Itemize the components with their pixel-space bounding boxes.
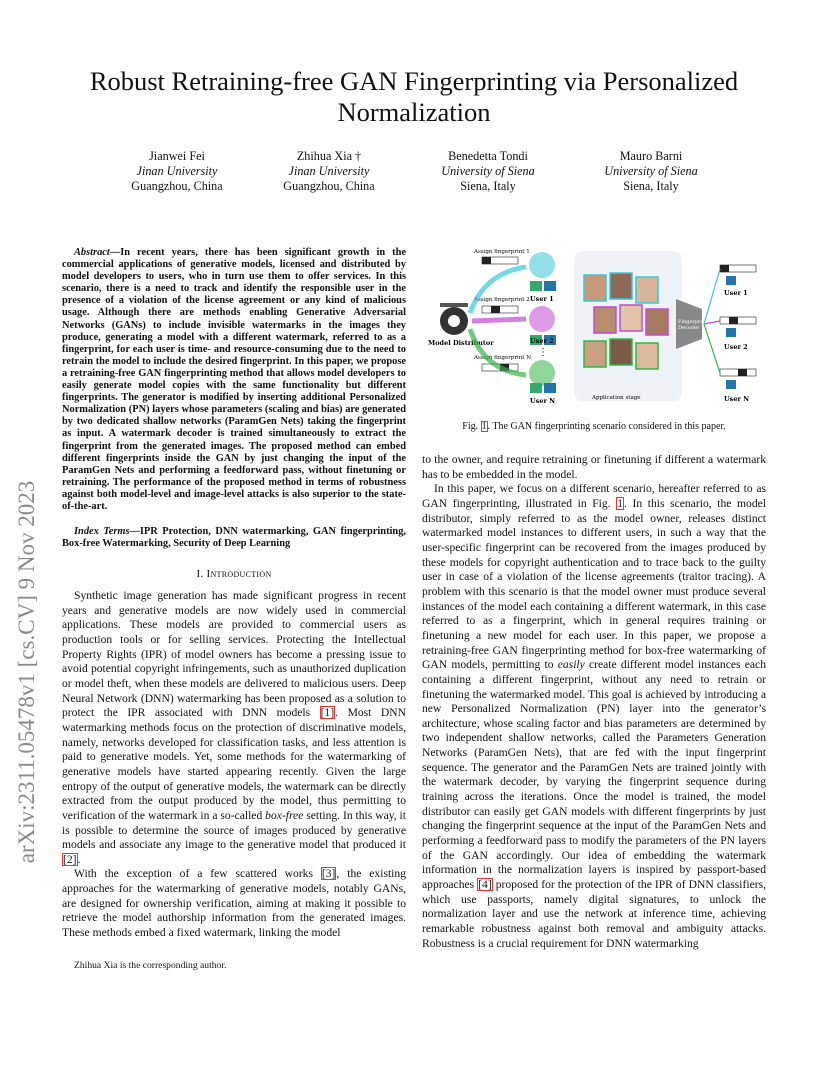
right-paragraph-1: to the owner, and require retraining or finetuning if different a watermark has to be embedded in the model.: [422, 453, 766, 481]
assign-fingerprint-2-label: Assign fingerprint 2: [474, 297, 530, 303]
output-user-1-label: User 1: [724, 289, 748, 297]
abstract: [62, 247, 406, 513]
figure-1: [424, 243, 764, 408]
decoder-arrow-n: [704, 324, 720, 373]
author-affiliation: Jinan University: [136, 164, 218, 178]
intro-paragraph-1: [62, 589, 406, 867]
author-1: [97, 149, 257, 194]
citation-link[interactable]: [4]: [478, 878, 492, 892]
left-column-body: [62, 589, 406, 941]
text-run: create different model instances each containing a different fingerprint, without any need to retrain or finetuning the watermarked model. This goal is achieved by introducing a new Personalized Normalization (PN) layer into the generator’s architecture, whose scaling factor and bias parameters are determined by two independent shallow networks, called the Parameters Generation Networks (ParamGen Nets), that are fed with the input fingerprint sequence. The generator and the ParamGen Nets are trained jointly with the watermark decoder, by varying the fingerprint sequence during training across the iterations. Once the model is trained, the model distributor can easily get GAN models with different fingerprints by just changing the fingerprint sequence at the input of the ParamGen Nets and performing a feedforward pass to modify the parameters of the PN layers of the GAN accordingly. Our idea of embedding the watermark information in the normalization layers is inspired by passport-based approaches: [422, 658, 766, 892]
author-name: Jianwei Fei: [149, 149, 205, 163]
text-run: With the exception of a few scattered works: [74, 867, 321, 881]
assign-fingerprint-1-label: Assign fingerprint 1: [474, 249, 530, 255]
generated-faces-grid: [584, 273, 668, 369]
author-3: [408, 149, 568, 194]
user-n-label: User N: [530, 397, 556, 405]
author-location: Guangzhou, China: [131, 179, 223, 193]
user-1-label: User 1: [530, 295, 554, 303]
author-affiliation: University of Siena: [604, 164, 698, 178]
fingerprint-bits-1: [482, 257, 518, 264]
text-run: In this paper, we focus on a different scenario, hereafter referred to as GAN fingerprinting, illustrated in Fig.: [422, 482, 766, 510]
author-location: Siena, Italy: [623, 179, 679, 193]
fingerprint-bits-2: [482, 306, 518, 313]
text-run: setting. In this way, it is possible to determine the source of images produced by generative models and associate any image to the generative model that produced it: [62, 808, 406, 852]
footnote: Zhihua Xia is the corresponding author.: [74, 960, 227, 971]
caption-text: . The GAN fingerprinting scenario considered in this paper.: [487, 421, 726, 432]
author-4: [571, 149, 731, 194]
arrow-user-2: [472, 319, 526, 321]
application-stage-label: Application stage: [592, 395, 641, 401]
text-run: .: [77, 852, 81, 866]
author-location: Siena, Italy: [460, 179, 516, 193]
output-fingerprint-2: [720, 317, 756, 337]
index-terms: [62, 526, 406, 550]
citation-link[interactable]: [2]: [63, 852, 77, 866]
author-location: Guangzhou, China: [283, 179, 375, 193]
text-run: , the existing approaches for the watermarking of generative models, notably GANs, are designed for ownership verification, aiming at making it possible to retrieve the model authorship information from the generated images. These methods embed a fixed watermark, linking the model: [62, 867, 406, 940]
section-heading: I. Introduction: [196, 568, 272, 580]
figure-ref-link[interactable]: 1: [481, 421, 487, 432]
ellipsis-dots: ⋮: [538, 347, 548, 358]
output-fingerprint-1: [720, 265, 756, 285]
author-name: Zhihua Xia †: [296, 149, 362, 163]
figure-ref-link[interactable]: 1: [617, 496, 623, 510]
figure-caption: [422, 421, 766, 432]
output-user-n-label: User N: [724, 395, 750, 403]
arxiv-stamp-text: arXiv:2311.05478v1 [cs.CV] 9 Nov 2023: [14, 480, 39, 864]
right-paragraph-2: [422, 482, 766, 951]
author-2: [249, 149, 409, 194]
decoder-arrow-1: [704, 269, 720, 324]
emphasis: box-free: [265, 808, 304, 822]
text-run: proposed for the protection of the IPR of DNN classifiers, which use passports, namely digital signatures, to unlock the normalization layer and use the network at inference time, achieving remarkable robustness against both removal and ambiguity attacks. Robustness is a crucial requirement for DNN watermarking: [422, 878, 766, 950]
user-2-label: User 2: [530, 337, 554, 345]
assign-fingerprint-n-label: Assign fingerprint N: [474, 355, 532, 361]
intro-paragraph-2: [62, 867, 406, 940]
author-affiliation: University of Siena: [441, 164, 535, 178]
decoder-label-visible: Fingerprint Decoder: [678, 319, 708, 331]
author-name: Benedetta Tondi: [448, 149, 528, 163]
text-run: Synthetic image generation has made significant progress in recent years and generative models are now widely used in commercial applications. These models are provided to commercial users as production tools or for selling services. Protecting the Intellectual Property Rights (IPR) of model owners has become a pressing issue to avoid potential copyright infringements, such as unauthorized duplication or model theft, when these models are delivered to malicious users. Deep Neural Network (DNN) watermarking has been proposed as a solution to protect the IPR associated with DNN models: [62, 589, 406, 720]
citation-link[interactable]: [1]: [320, 706, 335, 720]
emphasis: easily: [557, 658, 585, 672]
model-distributor-label: Model Distributor: [428, 339, 494, 347]
output-fingerprint-n: [720, 369, 756, 389]
author-name: Mauro Barni: [619, 149, 683, 163]
user-1-network-icon: [529, 252, 556, 291]
index-terms-label: Index Terms: [74, 526, 130, 537]
abstract-label: Abstract: [74, 247, 110, 258]
user-n-network-icon: [529, 360, 556, 393]
text-run: . Most DNN watermarking methods focus on the protection of discriminative models, namely, networks developed for classification tasks, and less attention is paid to generative models. Yet, some methods for the watermarking of generative models have started appearing recently. Given the large entropy of the output of generative models, the watermark can be directly extracted from the output produced by the model, thus permitting to verification of the watermark in a so-called: [62, 706, 407, 822]
paper-title: Robust Retraining-free GAN Fingerprinting via Personalized Normalization: [89, 66, 739, 127]
citation-link[interactable]: [3]: [321, 867, 336, 881]
index-terms-text: —IPR Protection, DNN watermarking, GAN fingerprinting, Box-free Watermarking, Security of Deep Learning: [62, 526, 406, 550]
right-column-body: [422, 453, 766, 951]
caption-prefix: Fig.: [462, 421, 481, 432]
abstract-text: —In recent years, there has been significant growth in the commercial applications of generative models, licensed and distributed by model developers to users, who in turn use them to offer services. In this scenario, there is a need to track and identify the responsible user in the presence of a violation of the license agreement or any kind of malicious usage. Although there are methods enabling Generative Adversarial Networks (GANs) to include invisible watermarks in the images they produce, generating a model with a different watermark, referred to as a fingerprint, for each user is time- and resource-consuming due to the need to retrain the model to include the desired fingerprint. In this paper, we propose a retraining-free GAN fingerprinting method that allows model developers to easily generate model copies with the same functionality but different fingerprints. The generator is modified by inserting additional Personalized Normalization (PN) layers whose parameters (scaling and bias) are generated by two dedicated shallow networks (ParamGen Nets) taking the fingerprint as input. A watermark decoder is trained simultaneously to extract the fingerprint from the generated images. The proposed method can embed different fingerprints inside the GAN by just changing the input of the ParamGen Nets and performing a feedforward pass, without finetuning or retraining. The performance of the proposed method in terms of robustness against both model-level and image-level attacks is also superior to the state-of-the-art.: [62, 247, 406, 512]
output-user-2-label: User 2: [724, 343, 748, 351]
arxiv-stamp: [4, 300, 44, 1080]
model-distributor-icon: [440, 303, 468, 335]
author-affiliation: Jinan University: [288, 164, 370, 178]
text-run: . In this scenario, the model distributor, simply referred to as the model owner, releases distinct watermarked model instances to different users, in such a way that the user-specific fingerprint can be recovered from the images produced by these models for copyright authentication and to trace back to the guilty user in case of a violation of the license agreements (traitor tracing). A problem with this scenario is that the model owner must produce several instances of the model each containing a different watermark, in this case referred to as a fingerprint, which in general requires training or finetuning a new model for each user. In this paper, we propose a retraining-free GAN fingerprinting method for box-free watermarking of GAN models, permitting to: [422, 496, 767, 672]
